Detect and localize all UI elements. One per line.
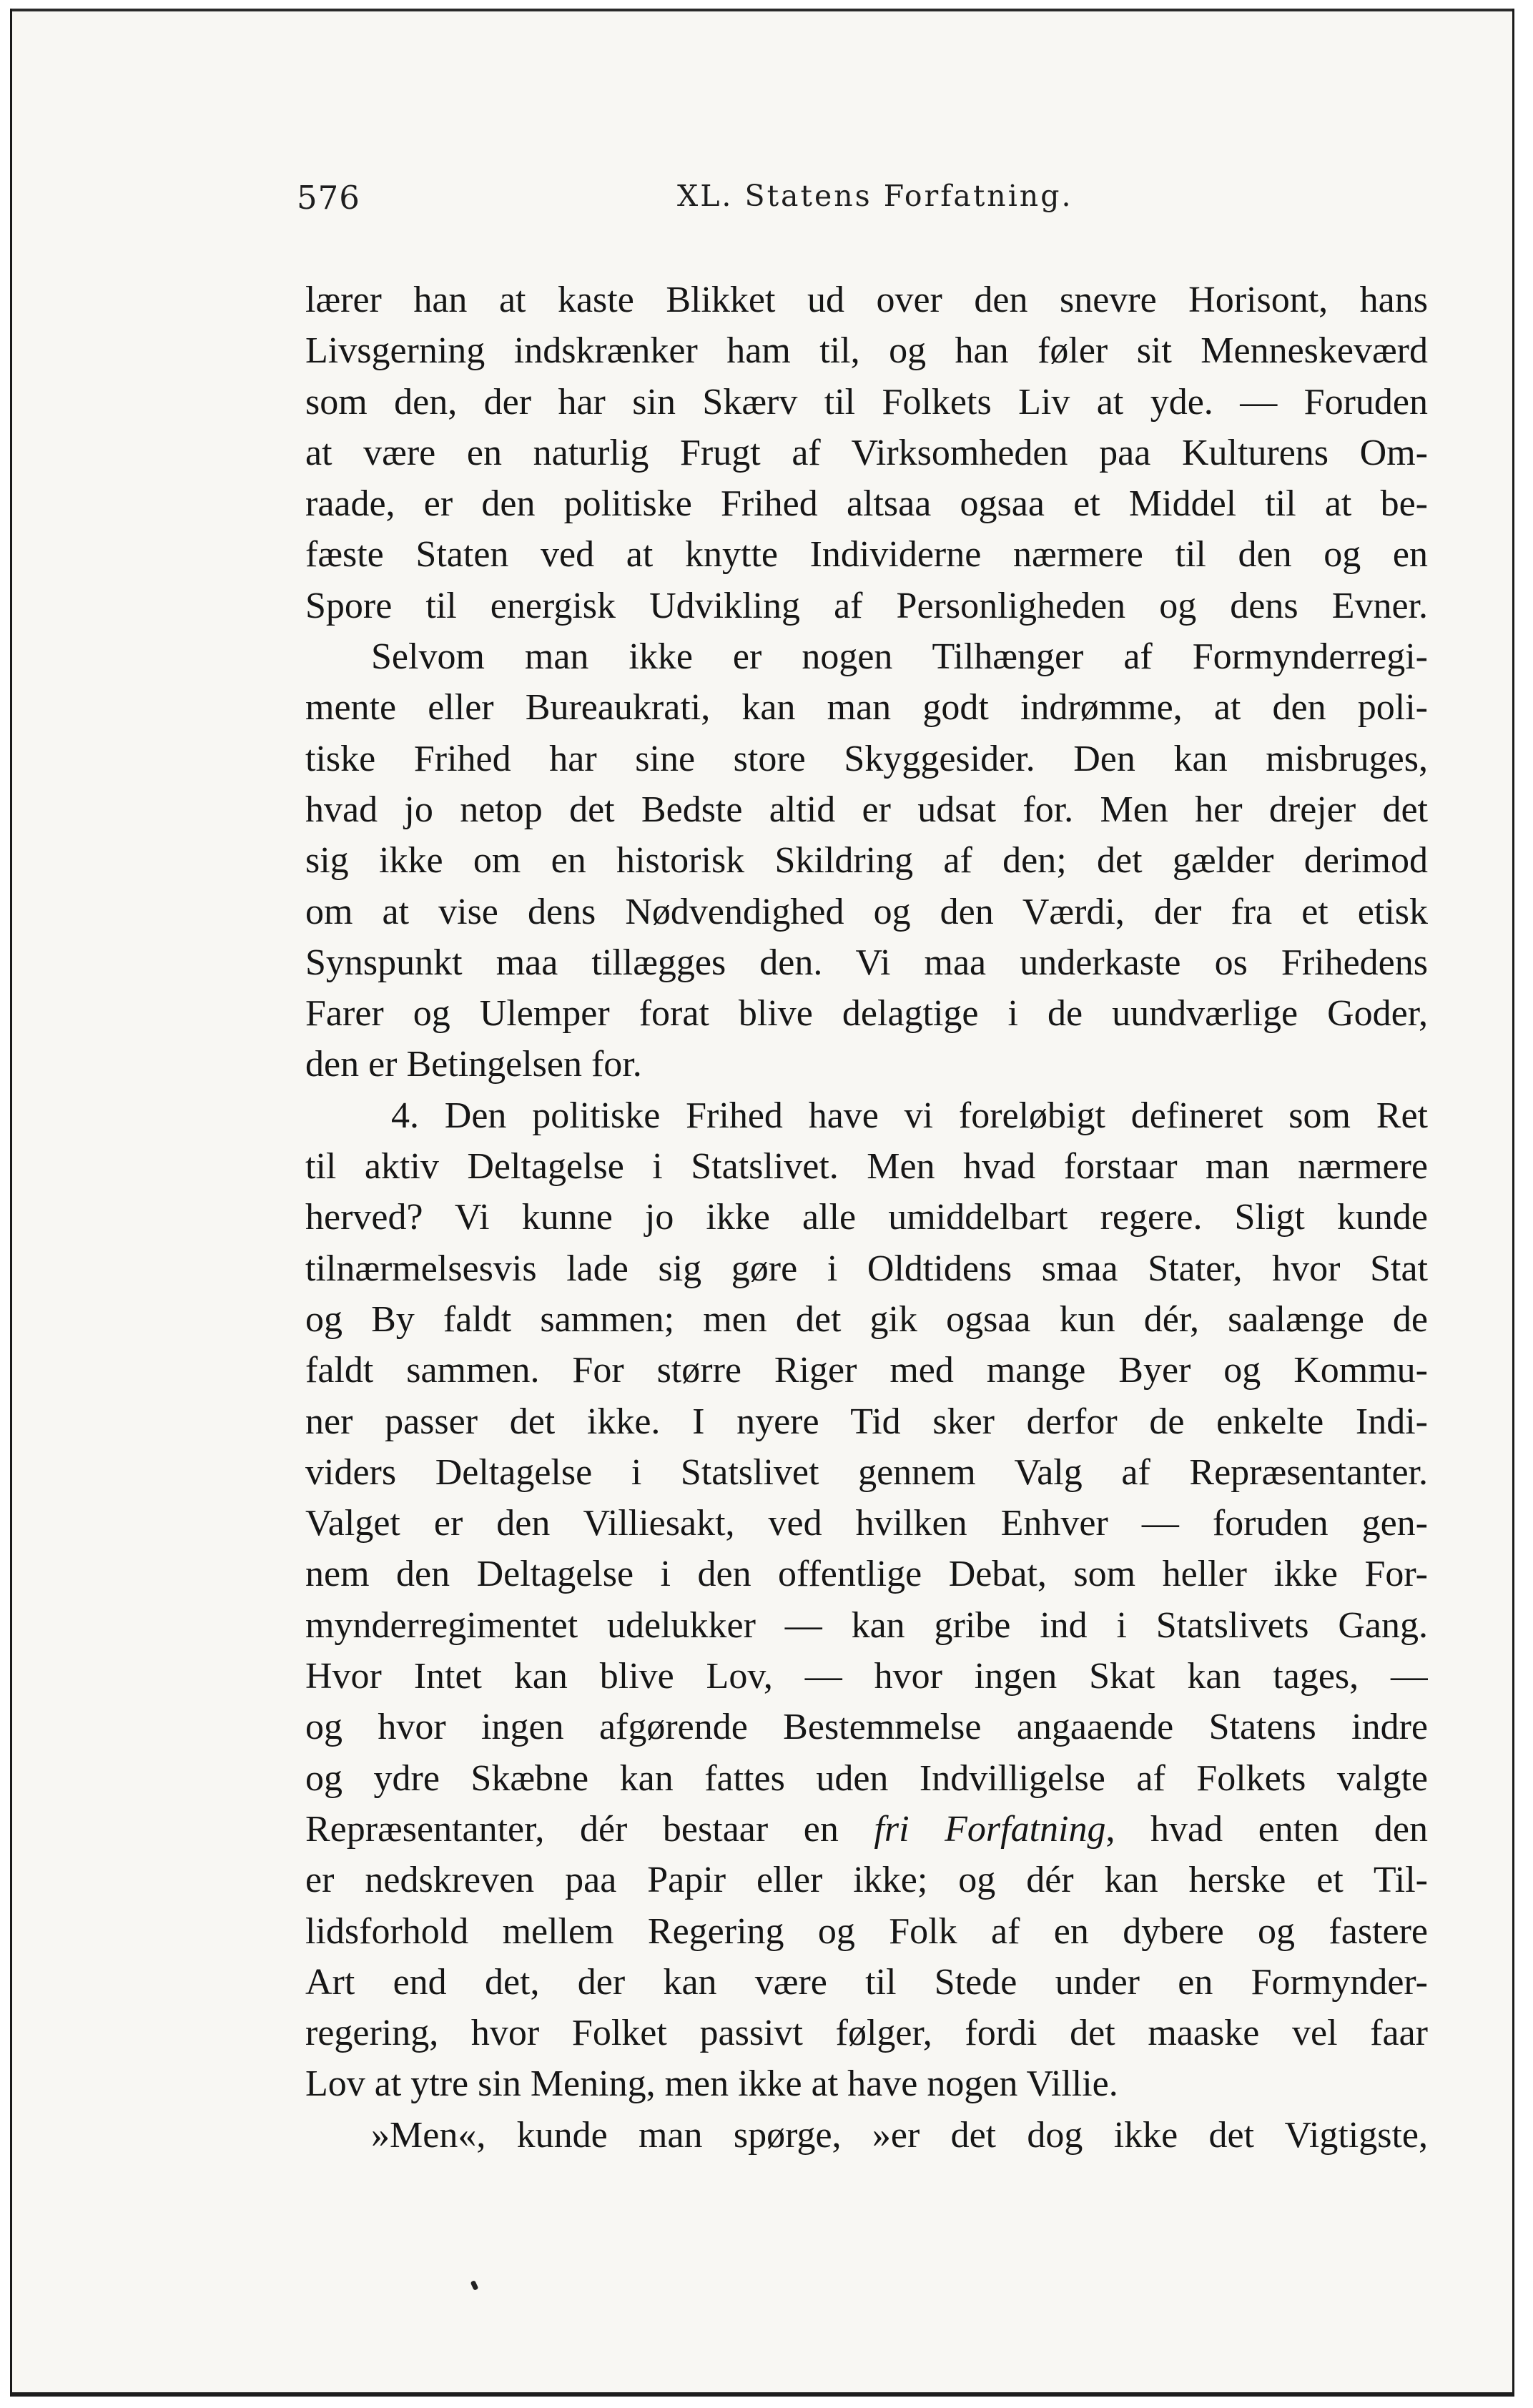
text-line: om at vise dens Nødvendighed og den Værdi, der fra et etisk — [305, 891, 1428, 932]
text-line: sig ikke om en historisk Skildring af den; det gælder derimod — [305, 840, 1428, 882]
text-line: faldt sammen. For større Riger med mange Byer og Kommu- — [305, 1350, 1428, 1391]
text-line: tilnærmelsesvis lade sig gøre i Oldtidens smaa Stater, hvor Stat — [305, 1248, 1428, 1289]
running-header — [12, 179, 1512, 236]
text-line: ner passer det ikke. I nyere Tid sker derfor de enkelte Indi- — [305, 1401, 1428, 1442]
page-bottom-edge — [12, 2392, 1512, 2397]
text-line: Spore til energisk Udvikling af Personligheden og dens Evner. — [305, 585, 1428, 626]
text-line: Art end det, der kan være til Stede under en Formynder- — [305, 1961, 1428, 2003]
text-line: og ydre Skæbne kan fattes uden Indvilligelse af Folkets valgte — [305, 1757, 1428, 1799]
text-line: Selvom man ikke er nogen Tilhænger af Formynderregi- — [371, 636, 1428, 678]
text-line: regering, hvor Folket passivt følger, fordi det maaske vel faar — [305, 2013, 1428, 2054]
text-line: og hvor ingen afgørende Bestemmelse angaaende Statens indre — [305, 1707, 1428, 1748]
text-line: nem den Deltagelse i den offentlige Debat, som heller ikke For- — [305, 1554, 1428, 1595]
text-line: fæste Staten ved at knytte Individerne nærmere til den og en — [305, 534, 1428, 576]
text-line: er nedskreven paa Papir eller ikke; og dér kan herske et Til- — [305, 1860, 1428, 1901]
text-line: mente eller Bureaukrati, kan man godt indrømme, at den poli- — [305, 687, 1428, 729]
text-line: mynderregimentet udelukker — kan gribe ind i Statslivets Gang. — [305, 1604, 1428, 1646]
book-page — [10, 9, 1514, 2397]
body-text — [305, 275, 1428, 2161]
text-line: og By faldt sammen; men det gik ogsaa kun dér, saalænge de — [305, 1298, 1428, 1340]
text-line: tiske Frihed har sine store Skyggesider. Den kan misbruges, — [305, 738, 1428, 779]
text-line: hvad jo netop det Bedste altid er udsat for. Men her drejer det — [305, 789, 1428, 830]
text-line: 4. Den politiske Frihed have vi foreløbigt defineret som Ret — [391, 1095, 1428, 1136]
text-line: Farer og Ulemper forat blive delagtige i de uundværlige Goder, — [305, 993, 1428, 1035]
text-segment: , hvad enten den — [1105, 1808, 1428, 1850]
text-line: Synspunkt maa tillægges den. Vi maa underkaste os Frihedens — [305, 942, 1428, 983]
chapter-title: XL. Statens Forfatning. — [677, 179, 1073, 213]
italic-term: fri Forfatning — [874, 1808, 1106, 1850]
text-line: viders Deltagelse i Statslivet gennem Valg af Repræsentanter. — [305, 1451, 1428, 1493]
text-line: lærer han at kaste Blikket ud over den snevre Horisont, hans — [305, 280, 1428, 320]
text-line: »Men«, kunde man spørge, »er det dog ikke det Vigtigste, — [371, 2114, 1428, 2156]
page-number: 576 — [297, 179, 360, 217]
text-line: som den, der har sin Skærv til Folkets Liv at yde. — Foruden — [305, 381, 1428, 423]
text-line — [305, 1804, 1428, 1855]
text-line: Valget er den Villiesakt, ved hvilken Enhver — foruden gen- — [305, 1503, 1428, 1544]
text-line: Lov at ytre sin Mening, men ikke at have nogen Villie. — [305, 2063, 1118, 2105]
text-line: herved? Vi kunne jo ikke alle umiddelbart regere. Sligt kunde — [305, 1197, 1428, 1238]
page-top-edge — [12, 9, 1512, 11]
text-line: Hvor Intet kan blive Lov, — hvor ingen Skat kan tages, — — [305, 1656, 1428, 1697]
text-line: til aktiv Deltagelse i Statslivet. Men hvad forstaar man nærmere — [305, 1146, 1428, 1188]
ink-spot — [470, 2280, 479, 2291]
text-line: Livsgerning indskrænker ham til, og han føler sit Menneskeværd — [305, 330, 1428, 372]
text-segment: Repræsentanter, dér bestaar en — [305, 1808, 874, 1850]
text-line: lidsforhold mellem Regering og Folk af en dybere og fastere — [305, 1910, 1428, 1952]
text-line: raade, er den politiske Frihed altsaa ogsaa et Middel til at be- — [305, 483, 1428, 525]
text-line: at være en naturlig Frugt af Virksomheden paa Kulturens Om- — [305, 432, 1428, 473]
text-line: den er Betingelsen for. — [305, 1044, 642, 1085]
